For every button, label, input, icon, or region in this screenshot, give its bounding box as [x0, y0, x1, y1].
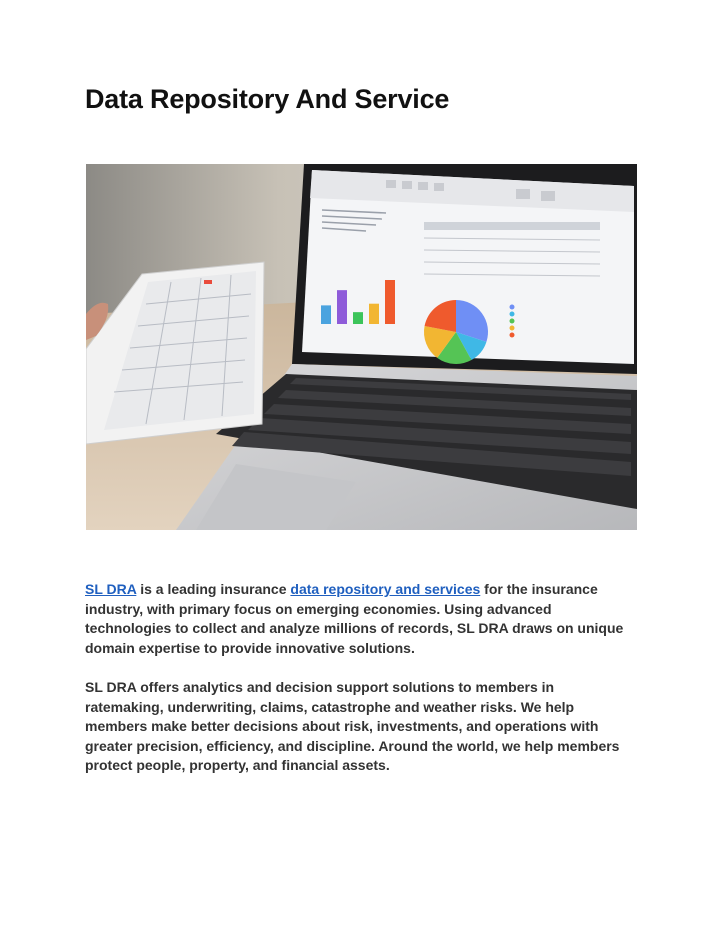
screen-bar: [337, 290, 347, 324]
hero-image: [86, 164, 637, 530]
sl-dra-link[interactable]: SL DRA: [85, 581, 137, 597]
intro-text-1: is a leading insurance: [136, 581, 291, 597]
screen-bar: [321, 305, 331, 324]
intro-text-2: for the insurance industry, with primary focus on emerging economies. Using advanced technologies to collect and analyze millions of records, SL DRA draws on unique domain expertise to provide innovative solutions.: [85, 581, 624, 656]
screen-bar: [369, 304, 379, 324]
screen-pie-chart: [424, 300, 488, 364]
services-paragraph: SL DRA offers analytics and decision support solutions to members in ratemaking, underwriting, claims, catastrophe and weather risks. We help members make better decisions about risk, investments, and operations with greater precision, efficiency, and discipline. Around the world, we help members protect people, property, and financial assets.: [85, 679, 620, 773]
data-repository-link[interactable]: data repository and services: [290, 581, 481, 597]
screen-bar: [385, 280, 395, 324]
page-title: Data Repository And Service: [85, 84, 450, 114]
intro-paragraph: [85, 580, 633, 658]
laptop-tablet-photo: [86, 164, 637, 530]
screen-bar: [353, 312, 363, 324]
